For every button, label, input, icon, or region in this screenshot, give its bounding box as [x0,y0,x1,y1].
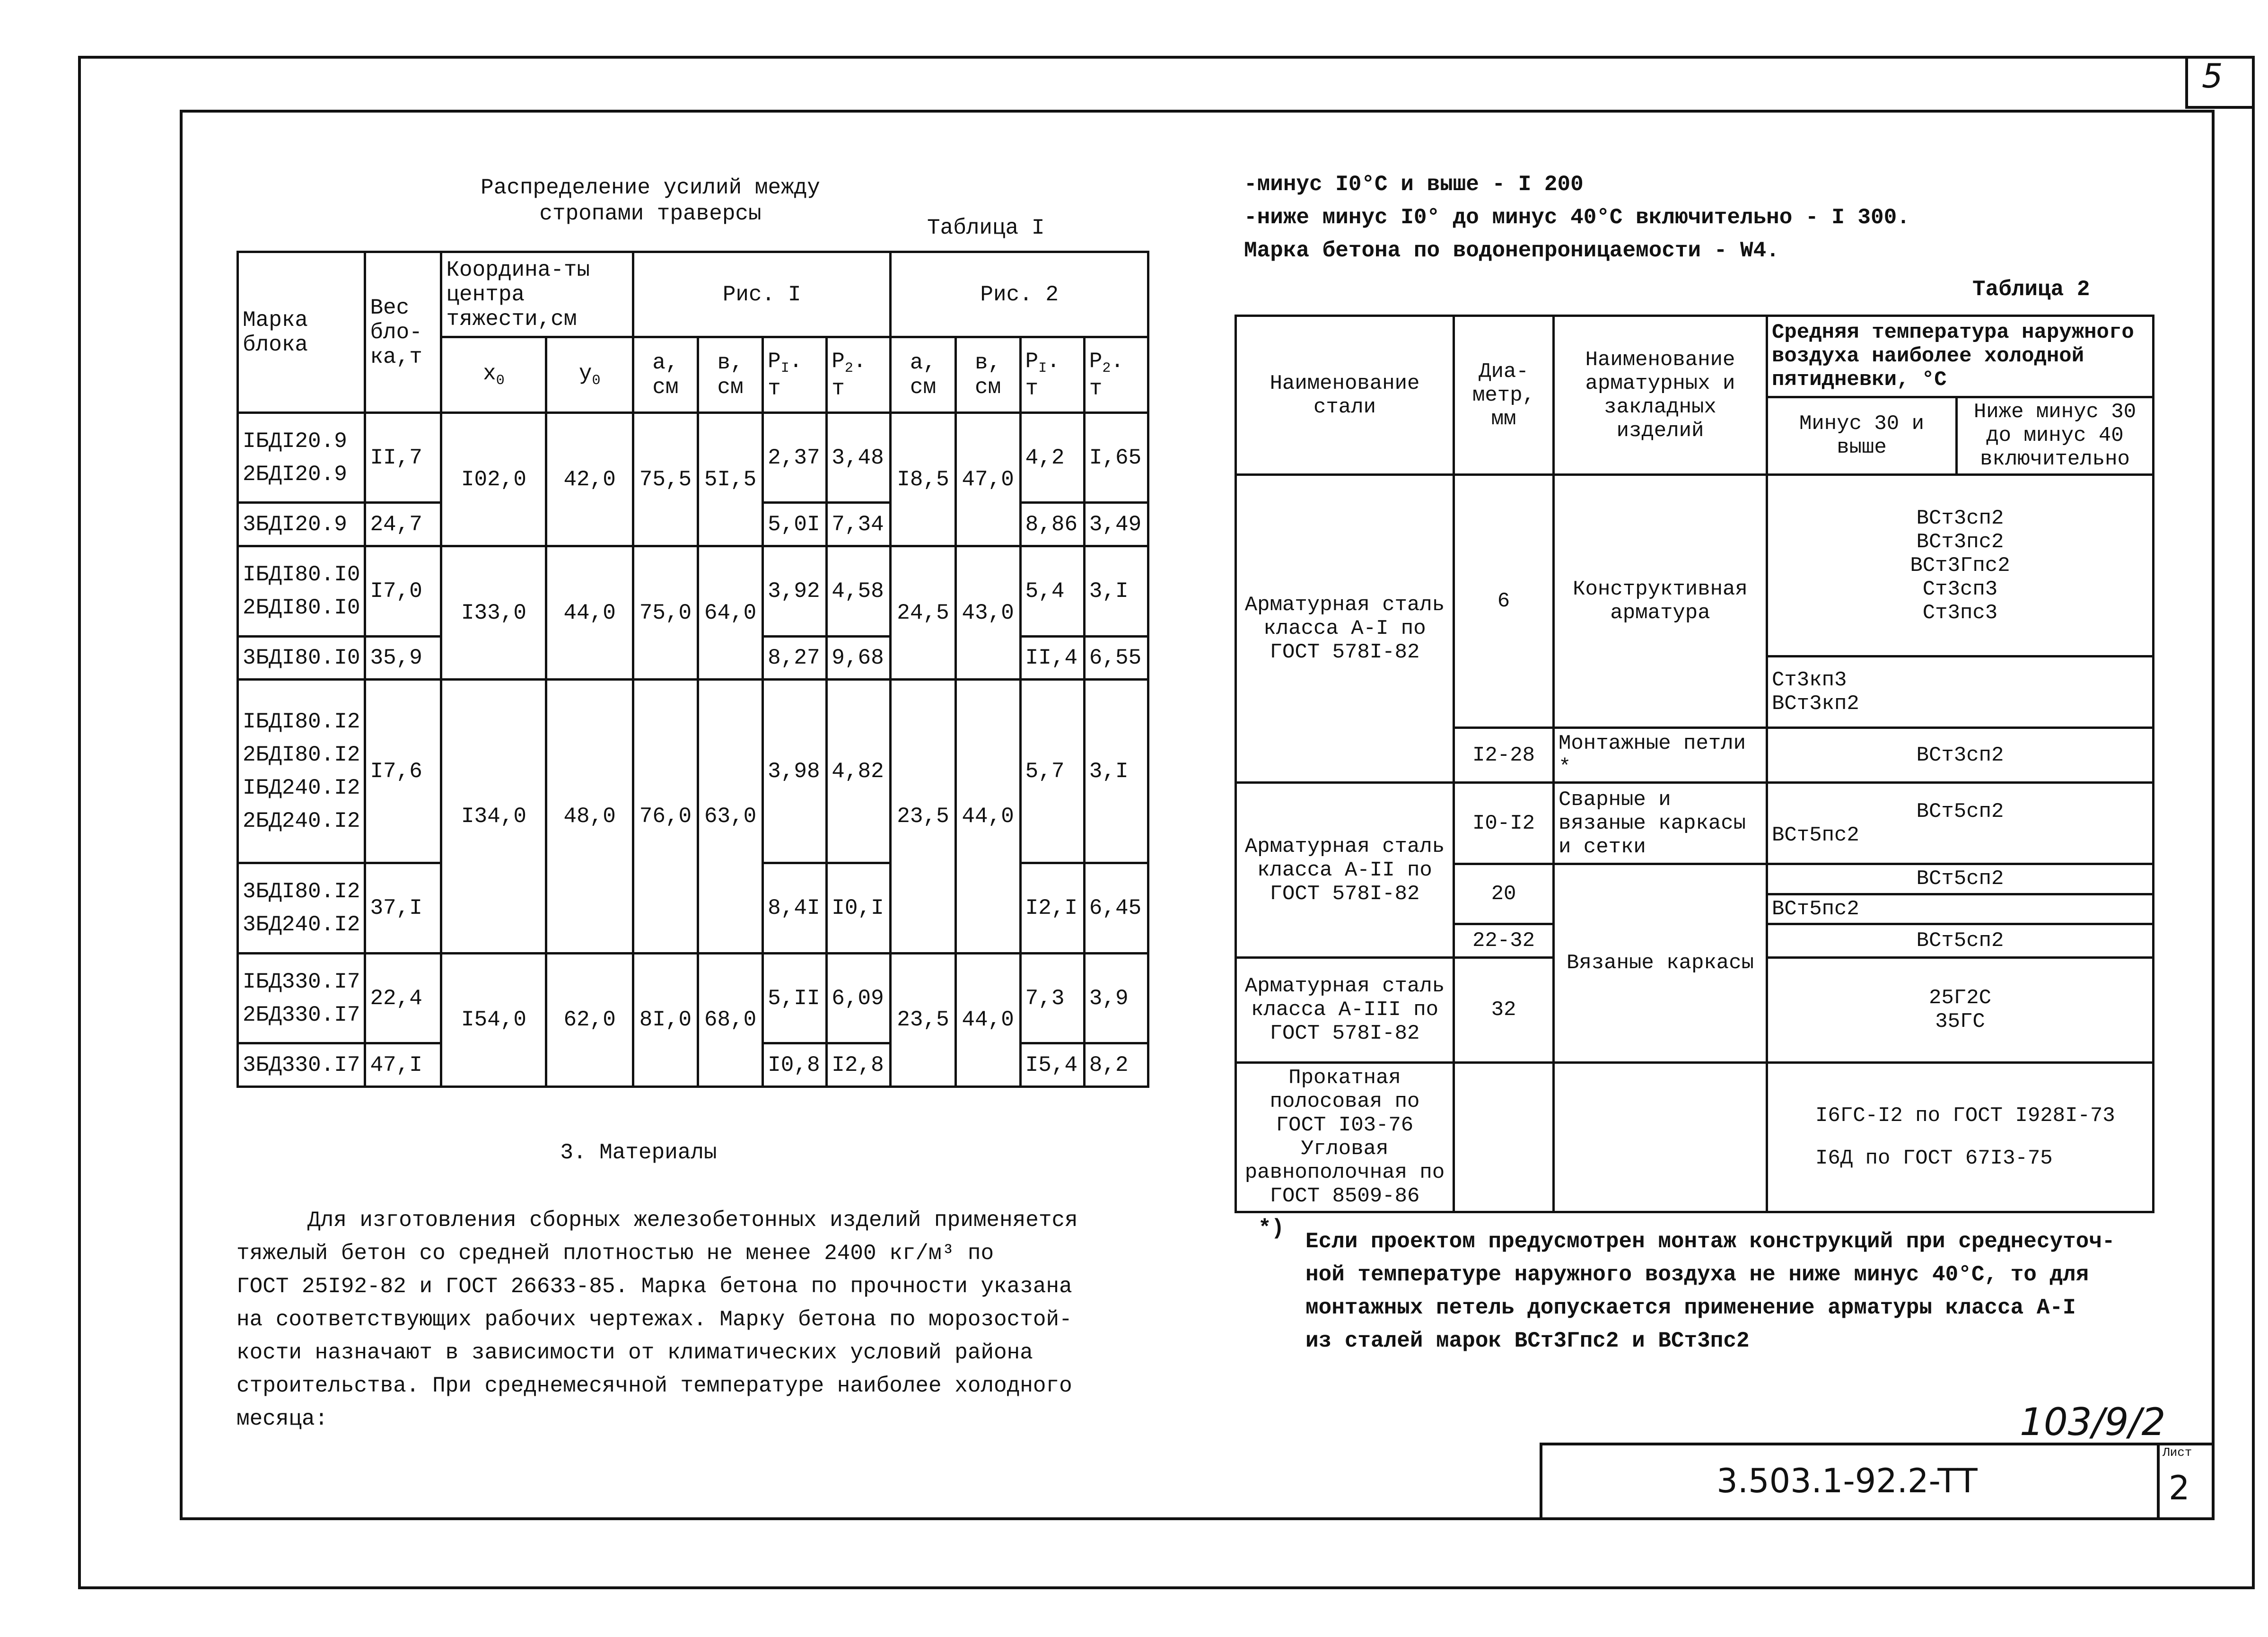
note-line3: Марка бетона по водонепроницаемости - W4. [1244,238,1779,263]
table-cell: 8I,0 [633,953,698,1086]
t2-diam-32: 32 [1454,957,1554,1062]
table-cell: 3,I [1084,680,1148,863]
table-cell: I33,0 [441,546,546,680]
table-cell: 75,0 [633,546,698,680]
table-cell: 8,2 [1084,1043,1148,1087]
table1-label: Таблица I [927,216,1045,240]
materials-heading: 3. Материалы [560,1140,717,1165]
t2-diam-6: 6 [1454,475,1554,728]
table-cell: 5,II [763,953,827,1043]
t2-grade-loops: ВСт3сп2 [1767,728,2154,783]
table-cell: 44,0 [955,680,1020,953]
table-cell: 9,68 [827,636,891,680]
handwritten-archive-number: 103/9/2 [2020,1400,2166,1444]
table-cell-mark: 3БДI20.9 [238,503,365,546]
footnote-mark: *) [1258,1216,1285,1241]
page-mark: 5 [2202,57,2223,96]
t2-diam-empty [1454,1062,1554,1212]
table-cell: 47,I [365,1043,441,1087]
table-cell: 75,5 [633,413,698,546]
t2-grades-constr2: Ст3кп3 ВСт3кп2 [1767,656,2154,727]
t2-diam-22-32: 22-32 [1454,924,1554,958]
t2-grade-22: ВСт5сп2 [1767,924,2154,958]
th-weight: Вес бло-ка,т [365,252,441,413]
table-cell: 3,9 [1084,953,1148,1043]
table1 [236,251,1149,1088]
table-cell: I34,0 [441,680,546,953]
table-cell: 22,4 [365,953,441,1043]
t2-item-constr: Конструктивная арматура [1554,475,1767,728]
t2-item-tied: Вязаные каркасы [1554,864,1767,1062]
table-cell: 3,98 [763,680,827,863]
th-p1-1: $P_I$. т [763,337,827,413]
th-p1-2: $P_I$. т [1020,337,1084,413]
table-cell-mark: 3БДI80.I0 [238,636,365,680]
th-p2-1: $P_2$. т [827,337,891,413]
table-cell: 5,7 [1020,680,1084,863]
t2-h-temp1: Минус 30 и выше [1767,397,1957,475]
materials-text: Для изготовления сборных железобетонных изделий применяется тяжелый бетон со средней плотностью не менее 2400 кг/м³ по ГОСТ 25I92-82 и ГОСТ 26633-85. Марка бетона по прочности указана на соответствующих рабочих чертежах. Марку бетона по морозостой- кости назначают в зависимости от климатических условий района строительства. При среднемесячной температуре наиболее холодного месяца: [236,1208,1078,1431]
document-code: 3.503.1-92.2-TT [1716,1462,1978,1500]
table-cell: 42,0 [546,413,633,546]
table2-label: Таблица 2 [1972,277,2090,302]
t2-diam-10-12: I0-I2 [1454,783,1554,864]
table-cell: 35,9 [365,636,441,680]
concrete-notes [1244,168,2190,267]
table-cell: 24,5 [891,546,955,680]
table-cell-mark: 3БДI80.I2 3БД240.I2 [238,863,365,953]
t2-grades-rolled: I6ГС-I2 по ГОСТ I928I-73 I6Д по ГОСТ 67I3-75 [1767,1062,2154,1212]
table-cell: I5,4 [1020,1043,1084,1087]
table1-caption [426,175,875,227]
table-cell: 24,7 [365,503,441,546]
table-cell-mark: IБДI20.9 2БДI20.9 [238,413,365,503]
th-a1: а, см [633,337,698,413]
t2-h-steel: Наименование стали [1236,316,1454,475]
table-cell: I54,0 [441,953,546,1086]
table1-caption-line1: Распределение усилий между [481,175,820,200]
t2-grades-a3: 25Г2С 35ГС [1767,957,2154,1062]
t2-item-empty [1554,1062,1767,1212]
table-cell: 5,0I [763,503,827,546]
t2-grade-welded: ВСт5сп2 ВСт5пс2 [1767,783,2154,864]
th-y0: $y_0$ [546,337,633,413]
table-cell: 23,5 [891,953,955,1086]
t2-diam-20: 20 [1454,864,1554,924]
t2-h-temp: Средняя температура наружного воздуха наиболее холодной пятидневки, °С [1767,316,2154,397]
t2-grade-20a: ВСт5сп2 [1767,864,2154,894]
table-cell-mark: 3БД330.I7 [238,1043,365,1087]
th-x0: $x_0$ [441,337,546,413]
t2-h-temp2: Ниже минус 30 до минус 40 включительно [1957,397,2154,475]
table-cell: 47,0 [955,413,1020,546]
table-cell: 8,4I [763,863,827,953]
table-cell: I7,0 [365,546,441,636]
t2-grades-constr: ВСт3сп2 ВСт3пс2 ВСт3Гпс2 Ст3сп3 Ст3пс3 [1767,475,2154,657]
table-cell: 63,0 [698,680,763,953]
table-cell: 6,55 [1084,636,1148,680]
table-cell: 7,3 [1020,953,1084,1043]
th-fig1: Рис. I [633,252,891,337]
table-cell: I7,6 [365,680,441,863]
table-cell: 5,4 [1020,546,1084,636]
table-cell: 43,0 [955,546,1020,680]
th-fig2: Рис. 2 [891,252,1148,337]
footnote-text: Если проектом предусмотрен монтаж конструкций при среднесуточ- ной температуре наружного воздуха не ниже минус 40°С, то для монтажных петель допускается применение арматуры класса А-I из сталей марок ВСт3Гпс2 и ВСт3пс2 [1305,1229,2115,1353]
table-cell: 4,82 [827,680,891,863]
t2-diam-12-28: I2-28 [1454,728,1554,783]
table-cell: 44,0 [546,546,633,680]
table-cell: 5I,5 [698,413,763,546]
th-b2: в, см [955,337,1020,413]
th-mark: Марка блока [238,252,365,413]
table-cell: 64,0 [698,546,763,680]
table-cell: I2,I [1020,863,1084,953]
table-cell: I0,8 [763,1043,827,1087]
t2-item-loops: Монтажные петли * [1554,728,1767,783]
table1-caption-line2: стропами траверсы [539,201,762,227]
th-coords: Координа-ты центра тяжести,см [441,252,633,337]
table-cell: II,4 [1020,636,1084,680]
table-cell: 4,2 [1020,413,1084,503]
table-cell: 6,45 [1084,863,1148,953]
t2-steel-rolled: Прокатная полосовая по ГОСТ I03-76 Угловая равнополочная по ГОСТ 8509-86 [1236,1062,1454,1212]
table-cell: 76,0 [633,680,698,953]
note-line1: -минус I0°C и выше - I 200 [1244,172,1584,197]
table-cell: II,7 [365,413,441,503]
table-cell: 3,48 [827,413,891,503]
table-cell: 6,09 [827,953,891,1043]
table-cell: I,65 [1084,413,1148,503]
t2-steel-a2: Арматурная сталь класса А-II по ГОСТ 578I-82 [1236,783,1454,957]
table-cell: 3,92 [763,546,827,636]
table-cell: 2,37 [763,413,827,503]
table-cell-mark: IБДI80.I0 2БДI80.I0 [238,546,365,636]
table-cell-mark: IБДI80.I2 2БДI80.I2 IБД240.I2 2БД240.I2 [238,680,365,863]
th-a2: а, см [891,337,955,413]
table-cell: 8,86 [1020,503,1084,546]
table-cell: I2,8 [827,1043,891,1087]
t2-h-items: Наименование арматурных и закладных изделий [1554,316,1767,475]
sheet-number: 2 [2169,1469,2190,1507]
table-cell: 8,27 [763,636,827,680]
table-cell: I0,I [827,863,891,953]
table-cell-mark: IБД330.I7 2БД330.I7 [238,953,365,1043]
table-cell: 23,5 [891,680,955,953]
table-cell: I02,0 [441,413,546,546]
t2-steel-a1: Арматурная сталь класса А-I по ГОСТ 578I-82 [1236,475,1454,783]
table-cell: 3,49 [1084,503,1148,546]
table-cell: 3,I [1084,546,1148,636]
table2 [1235,315,2154,1213]
sheet-label: Лист [2163,1445,2192,1460]
note-line2: -ниже минус I0° до минус 40°C включительно - I 300. [1244,205,1910,230]
th-p2-2: $P_2$. т [1084,337,1148,413]
table-cell: 68,0 [698,953,763,1086]
table-cell: 62,0 [546,953,633,1086]
table-cell: 48,0 [546,680,633,953]
table-cell: 44,0 [955,953,1020,1086]
t2-steel-a3: Арматурная сталь класса А-III по ГОСТ 578I-82 [1236,957,1454,1062]
table-cell: 37,I [365,863,441,953]
table-cell: I8,5 [891,413,955,546]
table-cell: 4,58 [827,546,891,636]
table-cell: 7,34 [827,503,891,546]
th-b1: в, см [698,337,763,413]
t2-h-diam: Диа-метр, мм [1454,316,1554,475]
t2-grade-20b: ВСт5пс2 [1767,894,2154,924]
t2-item-welded: Сварные и вязаные каркасы и сетки [1554,783,1767,864]
